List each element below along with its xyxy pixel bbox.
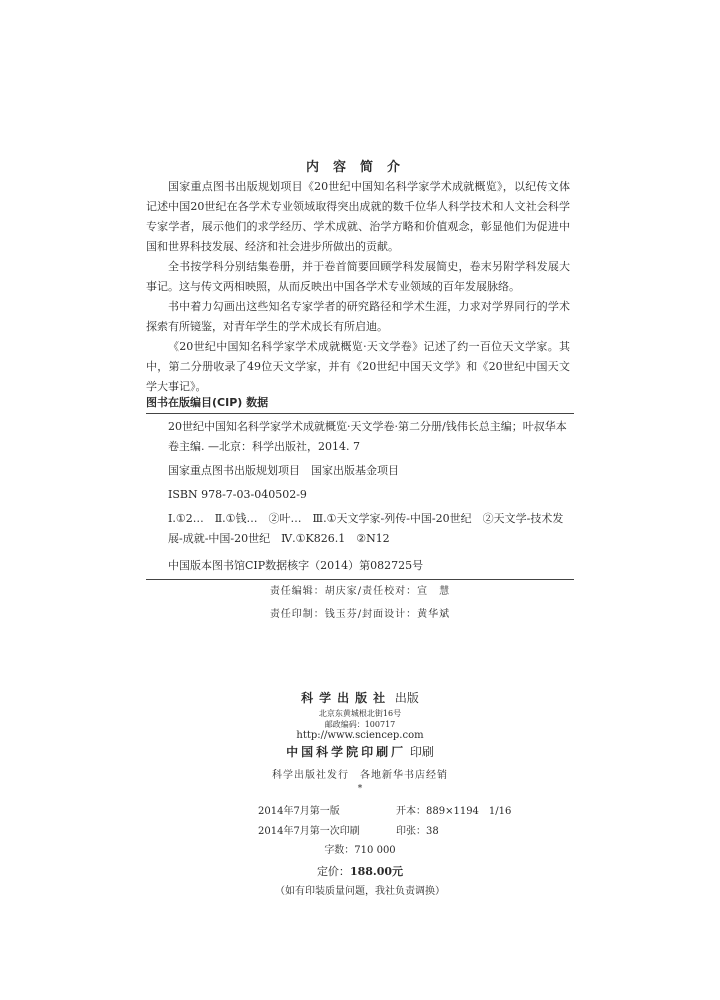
intro-paragraph: 书中着力勾画出这些知名专家学者的研究路径和学术生涯，力求对学界同行的学术探索有所镜鉴，对青年学生的学术成长有所启迪。 [146, 300, 570, 333]
printer-logo-text: 中国科学院印刷厂 [286, 745, 407, 759]
cip-number: 中国版本图书馆CIP数据核字（2014）第082725号 [168, 559, 424, 572]
format-info: 开本：889×1194 1/16 [396, 806, 512, 817]
publisher-line [0, 689, 720, 706]
intro-paragraph: 全书按学科分别结集卷册，并于卷首简要回顾学科发展简史，卷末另附学科发展大事记。这与传文两相映照，从而反映出中国各学术专业领域的百年发展脉络。 [146, 260, 570, 293]
price-label: 定价： [316, 865, 350, 878]
cip-heading: 图书在版编目(CIP) 数据 [146, 396, 269, 409]
publisher-postcode: 邮政编码：100717 [324, 720, 396, 729]
price-line [0, 864, 720, 880]
word-count: 字数：710 000 [324, 845, 396, 856]
publisher-suffix: 出版 [394, 691, 419, 705]
printing-info: 2014年7月第一次印刷 [258, 826, 360, 837]
distribution-line: 科学出版社发行 各地新华书店经销 [272, 770, 448, 781]
intro-paragraph: 国家重点图书出版规划项目《20世纪中国知名科学家学术成就概览》，以纪传文体记述中国20世纪在各学术专业领域取得突出成就的数千位华人科学技术和人文社会科学专家学者，展示他们的求学经历、学术成就、治学方略和价值观念，彰显他们为促进中国和世界科技发展、经济和社会进步所做出的贡献。 [146, 180, 570, 253]
intro-title: 内容简介 [305, 160, 414, 175]
cip-block [168, 417, 572, 553]
quality-notice: （如有印装质量问题，我社负责调换） [275, 886, 445, 897]
separator-mark: * [357, 784, 363, 794]
price-value: 188.00元 [349, 865, 404, 878]
cip-entry-series: 国家重点图书出版规划项目 国家出版基金项目 [168, 464, 399, 477]
credits-editor: 责任编辑：胡庆家/责任校对：宣 慧 [269, 586, 451, 597]
cip-top-rule [146, 413, 574, 414]
sheets-info: 印张：38 [396, 826, 439, 837]
publisher-logo-text: 科学出版社 [301, 691, 392, 705]
cip-entry-title: 20世纪中国知名科学家学术成就概览·天文学卷·第二分册/钱伟长总主编；叶叔华本卷主编. —北京：科学出版社，2014. 7 [168, 420, 567, 453]
cip-entry-isbn: ISBN 978-7-03-040502-9 [168, 488, 307, 501]
edition-info: 2014年7月第一版 [258, 806, 340, 817]
credits-printing: 责任印制：钱玉芬/封面设计：黄华斌 [269, 609, 451, 620]
printer-line [0, 743, 720, 760]
cip-bottom-rule [146, 579, 574, 580]
printer-suffix: 印刷 [409, 745, 434, 759]
intro-paragraph: 《20世纪中国知名科学家学术成就概览·天文学卷》记述了约一百位天文学家。其中，第二分册收录了49位天文学家，并有《20世纪中国天文学》和《20世纪中国天文学大事记》。 [146, 340, 570, 393]
publisher-address [0, 708, 720, 730]
publisher-street: 北京东黄城根北街16号 [318, 709, 402, 718]
cip-entry-classification: Ⅰ.①2… Ⅱ.①钱… ②叶… Ⅲ.①天文学家-列传-中国-20世纪 ②天文学-技术发展-成就-中国-20世纪 Ⅳ.①K826.1 ②N12 [168, 512, 564, 545]
publisher-url: http://www.sciencep.com [296, 730, 424, 741]
intro-text [146, 177, 570, 397]
